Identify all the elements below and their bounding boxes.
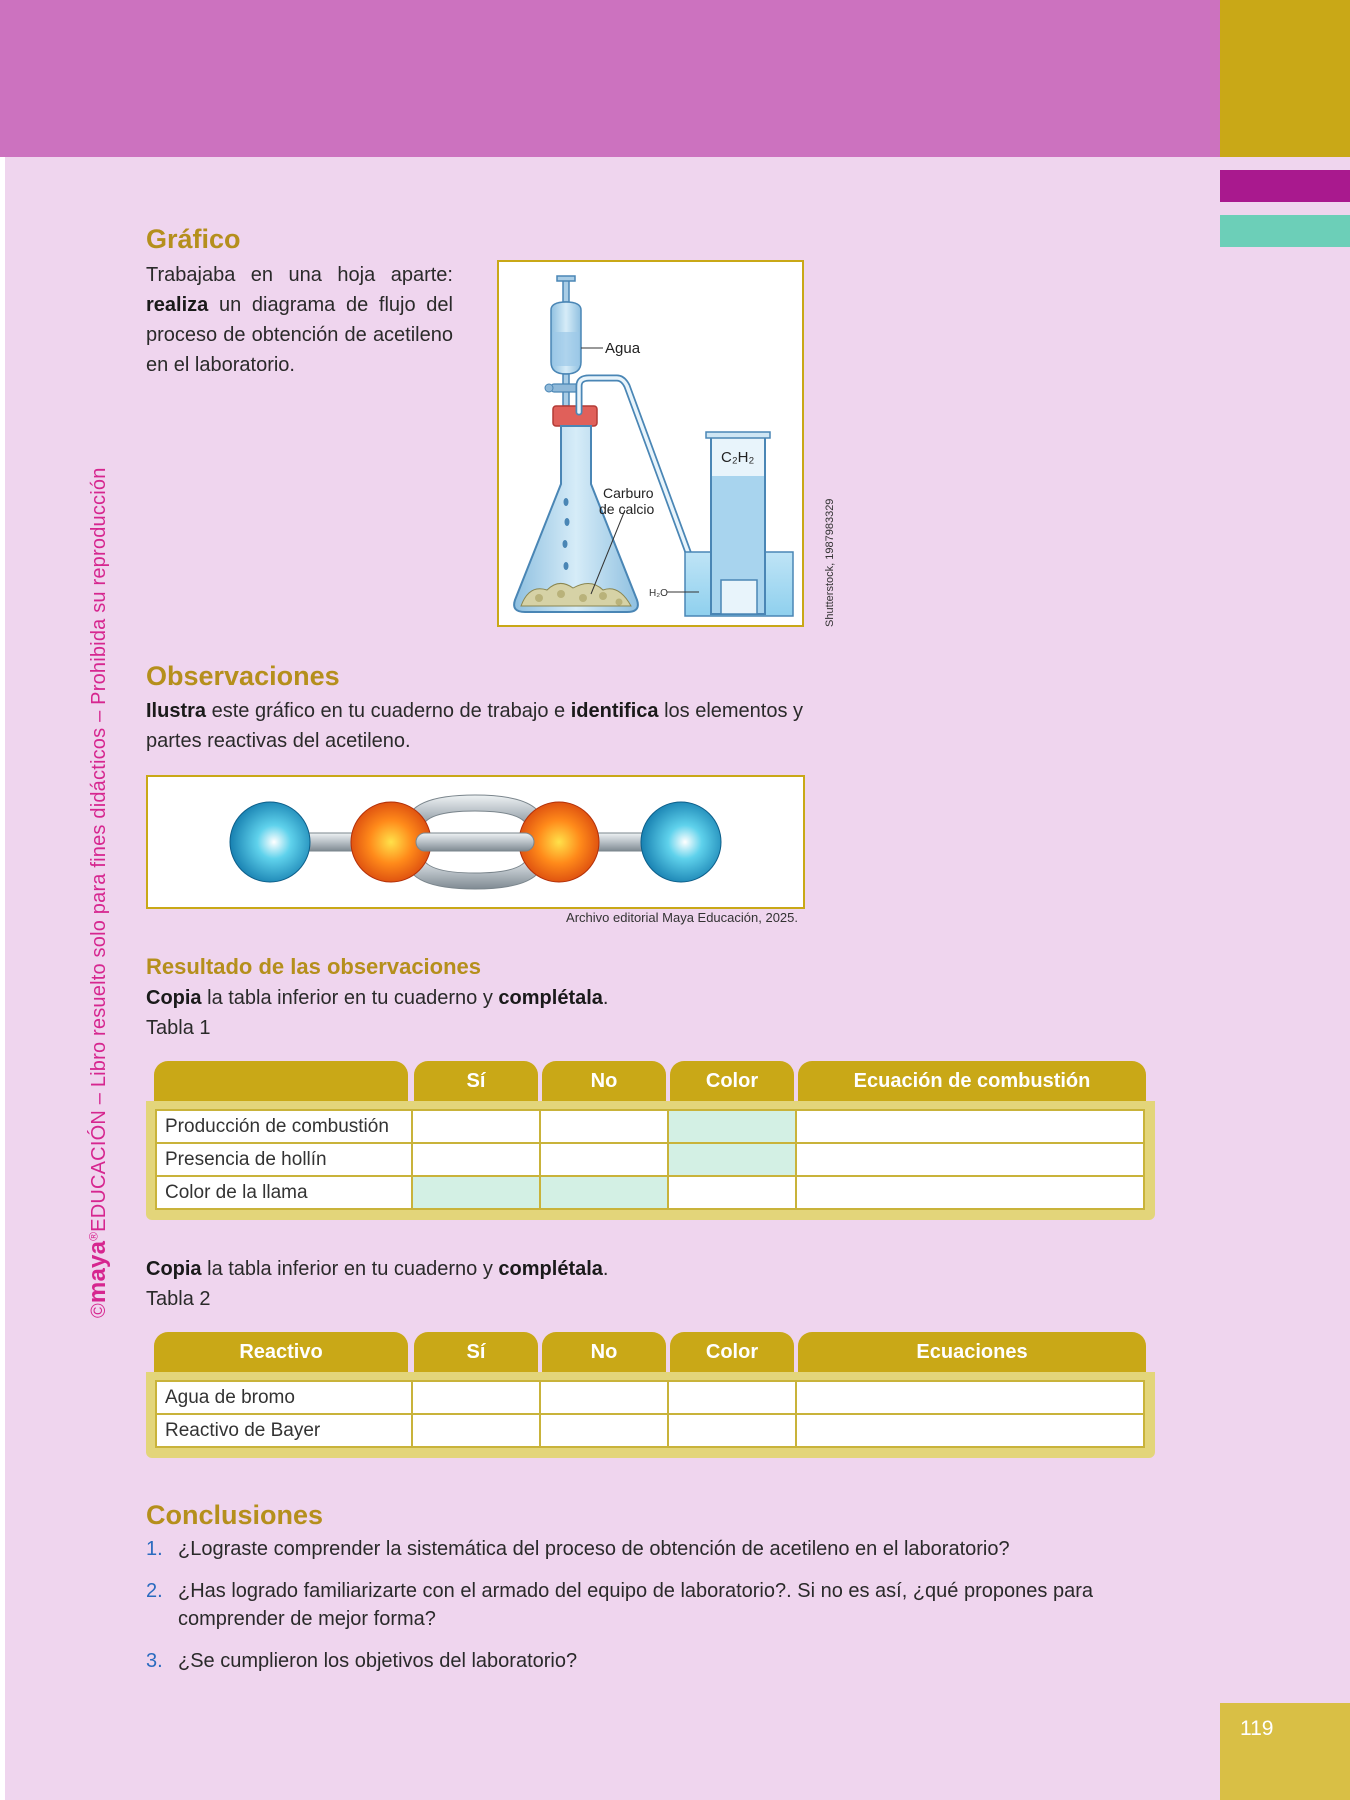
row-label: Producción de combustión: [156, 1110, 412, 1143]
cell-shaded: [668, 1143, 796, 1176]
table-row: [156, 1381, 1144, 1414]
table1-header-si: Sí: [414, 1061, 538, 1101]
copia-bold: Copia: [146, 1258, 202, 1280]
table1-header: [146, 1061, 1155, 1101]
resultado-instructions-2: [146, 1254, 946, 1284]
table2-grid: [155, 1380, 1145, 1448]
table2-header: [146, 1332, 1155, 1372]
conclusiones-title: Conclusiones: [146, 1500, 324, 1530]
observaciones-instructions: [146, 696, 816, 756]
observaciones-text1: este gráfico en tu cuaderno de trabajo e: [206, 700, 571, 722]
table-row: [156, 1110, 1144, 1143]
molecule-credit: Archivo editorial Maya Educación, 2025.: [566, 910, 798, 925]
funnel-top: [557, 276, 575, 281]
acetylene-molecule-model: [148, 777, 803, 907]
rock: [557, 590, 565, 598]
table1-header-ecuacion: Ecuación de combustión: [798, 1061, 1146, 1101]
table2-header-reactivo: Reactivo: [154, 1332, 408, 1372]
cell-blank: [540, 1381, 668, 1414]
table2-caption: Tabla 2: [146, 1288, 211, 1310]
cell-blank: [796, 1414, 1144, 1447]
page-left-edge: [0, 157, 5, 1800]
cell-blank: [412, 1381, 540, 1414]
table1-header-no: No: [542, 1061, 666, 1101]
rock: [535, 594, 543, 602]
table1-caption: Tabla 1: [146, 1017, 211, 1039]
item-text: ¿Has logrado familiarizarte con el armado del equipo de laboratorio?. Si no es así, ¿qué propones para comprender de mejor forma?: [178, 1580, 1093, 1630]
table-1: [146, 1061, 1155, 1220]
cell-blank: [412, 1110, 540, 1143]
grafico-instructions: [146, 260, 453, 380]
list-item: [146, 1535, 1156, 1563]
table-2: [146, 1332, 1155, 1458]
row-label: Color de la llama: [156, 1176, 412, 1209]
bond-cc-middle-front: [416, 833, 534, 851]
table2-header-si: Sí: [414, 1332, 538, 1372]
erlenmeyer-flask: [514, 426, 638, 612]
table-row: [156, 1143, 1144, 1176]
cylinder-rim: [706, 432, 770, 438]
item-number: 2.: [146, 1580, 163, 1602]
grafico-title: Gráfico: [146, 224, 241, 254]
label-carburo-line2: de calcio: [599, 501, 655, 517]
cell-shaded: [412, 1176, 540, 1209]
lab-apparatus-illustration: [499, 262, 802, 625]
water-drop: [563, 540, 568, 548]
brand-logo-text: maya: [84, 1240, 111, 1304]
water-drop: [564, 498, 569, 506]
table1-header-blank: [154, 1061, 408, 1101]
rock: [579, 594, 587, 602]
table1-body: [146, 1101, 1155, 1220]
water-drop: [564, 562, 569, 570]
cell-blank: [412, 1143, 540, 1176]
grafico-text-before: Trabajaba en una hoja aparte:: [146, 264, 453, 286]
label-h2o: H₂O: [649, 588, 668, 599]
cell-blank: [412, 1414, 540, 1447]
table-row: [156, 1414, 1144, 1447]
row-label: Reactivo de Bayer: [156, 1414, 412, 1447]
cell-blank: [796, 1381, 1144, 1414]
cell-blank: [668, 1414, 796, 1447]
instr-end: .: [602, 987, 609, 1009]
top-header-band: [0, 0, 1220, 157]
instr-text: la tabla inferior en tu cuaderno y: [201, 1258, 499, 1280]
conclusiones-list: [146, 1535, 1156, 1689]
beehive-shelf: [721, 580, 757, 614]
row-label: Agua de bromo: [156, 1381, 412, 1414]
cell-blank: [540, 1143, 668, 1176]
copyright-symbol: ©: [88, 1303, 110, 1318]
cell-blank: [796, 1143, 1144, 1176]
funnel-neck: [563, 280, 569, 302]
table1-header-color: Color: [670, 1061, 794, 1101]
completala-bold: complétala: [498, 1258, 603, 1280]
cell-blank: [540, 1414, 668, 1447]
page-number: 119: [1220, 1703, 1350, 1800]
instr-text: la tabla inferior en tu cuaderno y: [201, 987, 499, 1009]
registered-mark: ®: [86, 1231, 101, 1241]
rock: [616, 599, 623, 606]
cell-blank: [796, 1110, 1144, 1143]
row-label: Presencia de hollín: [156, 1143, 412, 1176]
observaciones-title: Observaciones: [146, 661, 340, 691]
grafico-bold-verb: realiza: [146, 294, 209, 316]
copyright-text: EDUCACIÓN – Libro resuelto solo para fines didácticos – Prohibida su reproducción: [88, 467, 110, 1232]
resultado-instructions-1: [146, 983, 946, 1013]
top-right-color-block: [1220, 0, 1350, 157]
cell-blank: [668, 1176, 796, 1209]
figure-credit: Shutterstock, 1987983329: [824, 498, 836, 627]
rock: [599, 592, 607, 600]
funnel-water: [553, 332, 579, 366]
table-row: [156, 1176, 1144, 1209]
table2-body: [146, 1372, 1155, 1458]
table1-grid: [155, 1109, 1145, 1210]
stopcock-handle: [545, 384, 553, 392]
item-text: ¿Lograste comprender la sistemática del proceso de obtención de acetileno en el laboratorio?: [178, 1538, 1010, 1560]
item-text: ¿Se cumplieron los objetivos del laboratorio?: [178, 1650, 578, 1672]
observaciones-bold-identifica: identifica: [570, 700, 659, 722]
item-number: 3.: [146, 1650, 163, 1672]
label-agua: Agua: [605, 340, 641, 357]
copia-bold: Copia: [146, 987, 202, 1009]
cell-shaded: [540, 1176, 668, 1209]
grafico-text-after: un diagrama de flujo del proceso de obtención de acetileno en el laboratorio.: [146, 294, 453, 376]
cell-blank: [540, 1110, 668, 1143]
table2-header-no: No: [542, 1332, 666, 1372]
label-carburo-line1: Carburo: [603, 485, 654, 501]
cell-blank: [668, 1381, 796, 1414]
table2-header-color: Color: [670, 1332, 794, 1372]
section-tab-magenta: [1220, 170, 1350, 202]
list-item: [146, 1647, 1156, 1675]
cell-shaded: [668, 1110, 796, 1143]
acetylene-molecule-figure: [146, 775, 805, 909]
hydrogen-atom-left: [230, 802, 310, 882]
completala-bold: complétala: [498, 987, 603, 1009]
copyright-notice: [84, 467, 112, 1318]
list-item: [146, 1577, 1156, 1633]
lab-apparatus-figure: [497, 260, 804, 627]
section-tab-teal: [1220, 215, 1350, 247]
observaciones-bold-ilustra: Ilustra: [146, 700, 207, 722]
observaciones-text2: los elementos y partes reactivas del acetileno.: [146, 700, 804, 752]
water-drop: [565, 518, 570, 526]
hydrogen-atom-right: [641, 802, 721, 882]
item-number: 1.: [146, 1538, 163, 1560]
label-c2h2: C₂H₂: [721, 449, 755, 466]
cell-blank: [796, 1176, 1144, 1209]
rubber-stopper: [553, 406, 597, 426]
resultado-title: Resultado de las observaciones: [146, 954, 482, 979]
table2-header-ecuaciones: Ecuaciones: [798, 1332, 1146, 1372]
instr-end: .: [602, 1258, 609, 1280]
